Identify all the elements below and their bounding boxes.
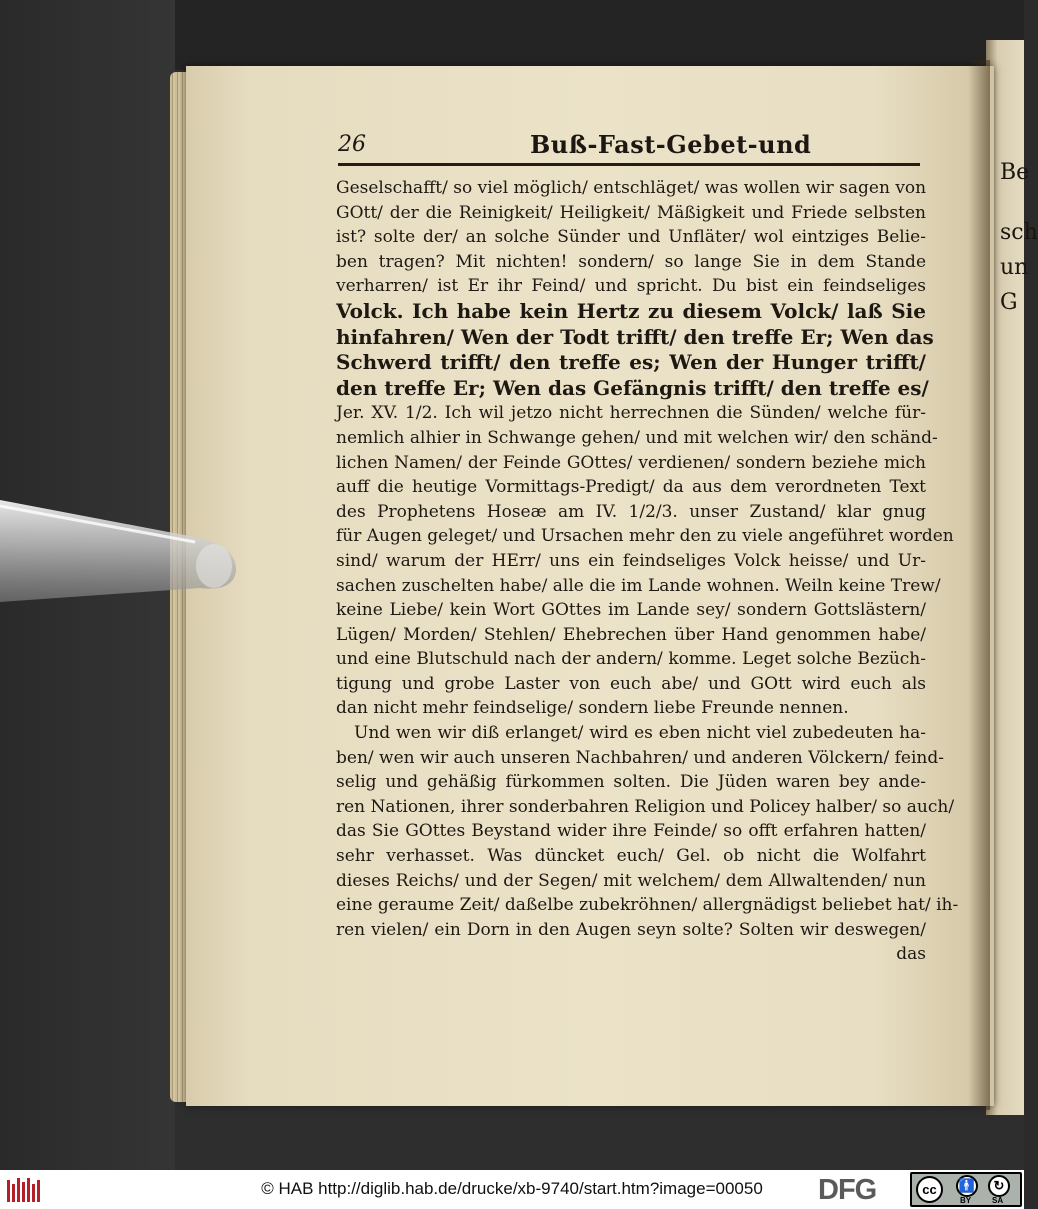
sa-circle-icon: ↻ [988, 1175, 1010, 1197]
text-line: eine geraume Zeit/ daßelbe zubekröhnen/ allergnädigst beliebet hat/ ih- [336, 895, 959, 916]
text-line: ben/ wen wir auch unseren Nachbahren/ und anderen Völckern/ feind- [336, 747, 944, 768]
page-body-text [336, 176, 959, 967]
text-line: ren vielen/ ein Dorn in den Augen seyn solte? Solten wir deswegen/ [336, 919, 926, 940]
facing-page-fragment: Be [1000, 160, 1030, 185]
text-line: für Augen geleget/ und Ursachen mehr den zu viele angeführet worden [336, 526, 954, 547]
text-line: Und wen wir diß erlanget/ wird es eben nicht viel zubedeuten ha- [354, 723, 926, 744]
dfg-logo[interactable]: DFG [818, 1174, 877, 1206]
text-line: GOtt/ der die Reinigkeit/ Heiligkeit/ Mäßigkeit und Friede selbsten [336, 202, 926, 223]
facing-page-fragment: G [1000, 290, 1018, 315]
text-line: sind/ warum der HErr/ uns ein feindseliges Volck heisse/ und Ur- [336, 550, 926, 571]
text-line: Jer. XV. 1/2. Ich wil jetzo nicht herrechnen die Sünden/ welche für- [336, 403, 926, 424]
text-line: tigung und grobe Laster von euch abe/ und GOtt wird euch als [336, 673, 926, 694]
text-line: sachen zuschelten habe/ alle die im Lande wohnen. Weiln keine Trew/ [336, 575, 941, 596]
text-line: dieses Reichs/ und der Segen/ mit welchem/ dem Allwaltenden/ nun [336, 870, 926, 891]
text-line: Volck. Ich habe kein Hertz zu diesem Volck/ laß Sie [336, 298, 926, 323]
text-line: sehr verhasset. Was düncket euch/ Gel. ob nicht die Wolfahrt [336, 846, 926, 867]
cc-circle-icon: cc [916, 1176, 943, 1203]
text-line: auff die heutige Vormittags-Predigt/ da aus dem verordneten Text [336, 477, 926, 498]
sa-label: SA [992, 1196, 1004, 1205]
text-line: das Sie GOttes Beystand wider ihre Feinde/ so offt erfahren hatten/ [336, 821, 926, 842]
text-line: Geselschafft/ so viel möglich/ entschläget/ was wollen wir sagen von [336, 178, 927, 198]
cc-by-sa-icon[interactable] [910, 1172, 1022, 1207]
text-line: keine Liebe/ kein Wort GOttes im Lande sey/ sondern Gottslästern/ [336, 600, 926, 621]
text-line: und eine Blutschuld nach der andern/ komme. Leget solche Bezüch- [336, 649, 926, 670]
text-line: Lügen/ Morden/ Stehlen/ Ehebrechen über Hand genommen habe/ [336, 624, 926, 645]
text-line: lichen Namen/ der Feinde GOttes/ verdienen/ sondern beziehe mich [336, 452, 926, 473]
image-credit: © HAB http://diglib.hab.de/drucke/xb-9740/start.htm?image=00050 [261, 1179, 763, 1198]
text-line: verharren/ ist Er ihr Feind/ und spricht. Du bist ein feindseliges [336, 276, 926, 297]
text-line: nemlich alhier in Schwange gehen/ und mit welchen wir/ den schänd- [336, 427, 938, 448]
text-line: des Prophetens Hoseæ am IV. 1/2/3. unser Zustand/ klar gnug [336, 501, 926, 522]
text-line: Schwerd trifft/ den treffe es; Wen der Hunger trifft/ [336, 350, 926, 375]
text-line: ren Nationen, ihrer sonderbahren Religion und Policey halber/ so auch/ [336, 796, 955, 817]
text-line: dan nicht mehr feindselige/ sondern liebe Freunde nennen. [336, 698, 849, 719]
background-top [175, 0, 1024, 70]
page-gutter-shadow [968, 60, 990, 1110]
text-line: ben tragen? Mit nichten! sondern/ so lange Sie in dem Stande [336, 251, 926, 272]
header-rule [338, 163, 920, 166]
page-number: 26 [338, 132, 366, 157]
facing-page-fragment: sch [1000, 220, 1038, 245]
text-line: den treffe Er; Wen das Gefängnis trifft/ den treffe es/ [336, 375, 929, 400]
text-line: ist? solte der/ an solche Sünder und Unfläter/ wol eintziges Belie- [336, 227, 926, 248]
text-line: hinfahren/ Wen der Todt trifft/ den treffe Er; Wen das [336, 324, 934, 349]
text-line: das [896, 944, 926, 965]
running-title: Buß-Fast-Gebet-und [530, 130, 812, 159]
text-line: selig und gehäßig fürkommen solten. Die Jüden waren bey ande- [336, 772, 926, 793]
footer-bar [0, 1170, 1024, 1209]
facing-page-fragment: un [1000, 255, 1029, 280]
by-label: BY [960, 1196, 972, 1205]
by-person-icon: 🚹 [956, 1175, 978, 1197]
glass-page-holder [0, 496, 238, 606]
